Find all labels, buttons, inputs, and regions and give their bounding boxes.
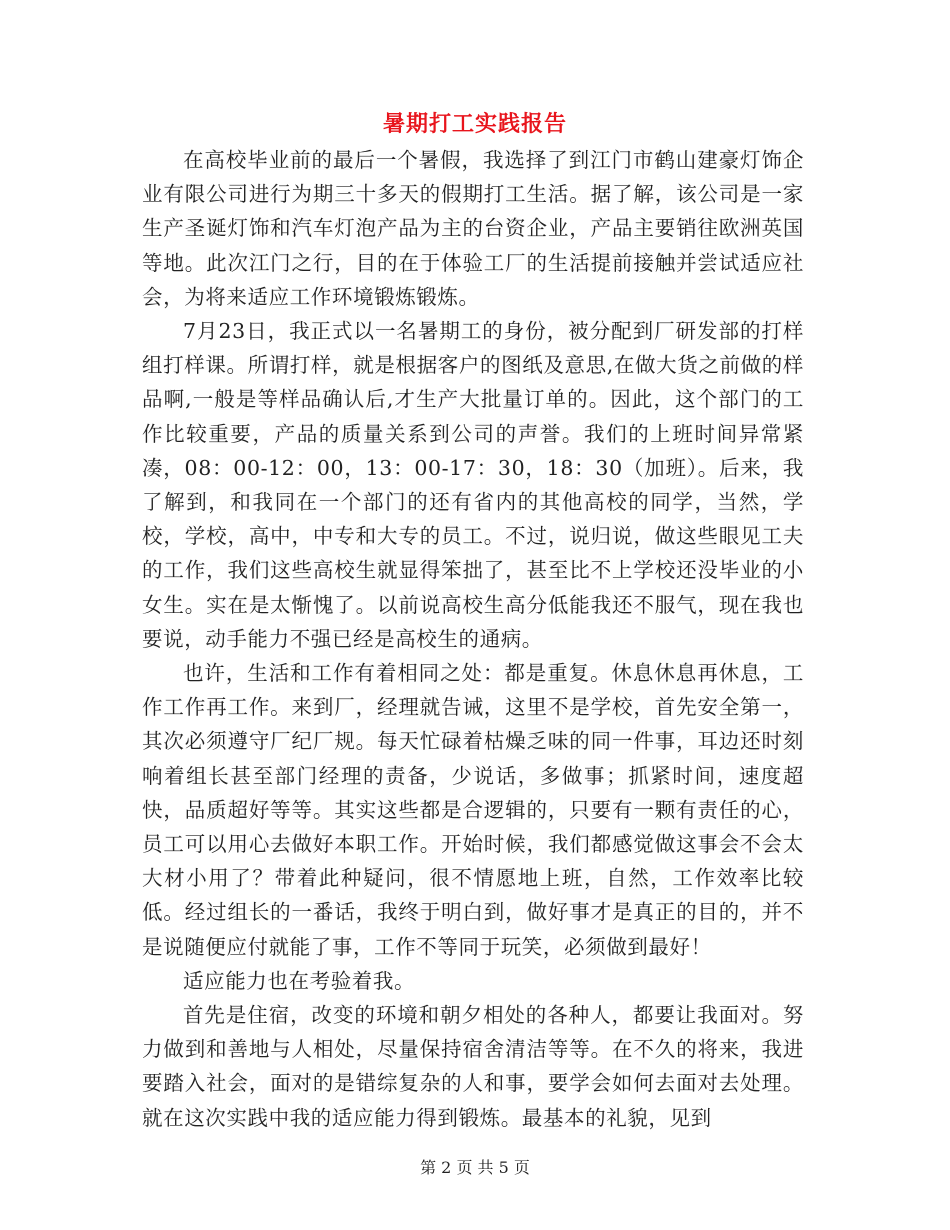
paragraph: 首先是住宿，改变的环境和朝夕相处的各种人，都要让我面对。努力做到和善地与人相处，尽量保持宿舍清洁等等。在不久的将来，我进要踏入社会，面对的是错综复杂的人和事，要学会如何去面对去处理。就在这次实践中我的适应能力得到锻炼。最基本的礼貌，见到 xyxy=(142,1003,804,1130)
page-footer: 第 2 页 共 5 页 xyxy=(420,1158,530,1177)
paragraph: 7月23日，我正式以一名暑期工的身份，被分配到厂研发部的打样组打样课。所谓打样，就是根据客户的图纸及意思,在做大货之前做的样品啊,一般是等样品确认后,才生产大批量订单的。因此，这个部门的工作比较重要，产品的质量关系到公司的声誉。我们的上班时间异常紧凑，08：00-12：00，13：00-17：30，18：30（加班）。后来，我了解到，和我同在一个部门的还有省内的其他高校的同学，当然，学校，学校，高中，中专和大专的员工。不过，说归说，做这些眼见工夫的工作，我们这些高校生就显得笨拙了，甚至比不上学校还没毕业的小女生。实在是太惭愧了。以前说高校生高分低能我还不服气，现在我也要说，动手能力不强已经是高校生的通病。 xyxy=(142,319,804,651)
document-body xyxy=(142,143,804,1135)
paragraph: 适应能力也在考验着我。 xyxy=(183,968,416,993)
paragraph: 在高校毕业前的最后一个暑假，我选择了到江门市鹤山建豪灯饰企业有限公司进行为期三十多天的假期打工生活。据了解，该公司是一家生产圣诞灯饰和汽车灯泡产品为主的台资企业，产品主要销往欧洲英国等地。此次江门之行，目的在于体验工厂的生活提前接触并尝试适应社会，为将来适应工作环境锻炼锻炼。 xyxy=(142,148,804,309)
paragraph: 也许，生活和工作有着相同之处：都是重复。休息休息再休息，工作工作再工作。来到厂，经理就告诫，这里不是学校，首先安全第一，其次必须遵守厂纪厂规。每天忙碌着枯燥乏味的同一件事，耳边还时刻响着组长甚至部门经理的责备，少说话，多做事；抓紧时间，速度超快，品质超好等等。其实这些都是合逻辑的，只要有一颗有责任的心，员工可以用心去做好本职工作。开始时候，我们都感觉做这事会不会太大材小用了？带着此种疑问，很不情愿地上班，自然，工作效率比较低。经过组长的一番话，我终于明白到，做好事才是真正的目的，并不是说随便应付就能了事，工作不等同于玩笑，必须做到最好！ xyxy=(142,661,804,959)
document-title: 暑期打工实践报告 xyxy=(382,111,567,137)
